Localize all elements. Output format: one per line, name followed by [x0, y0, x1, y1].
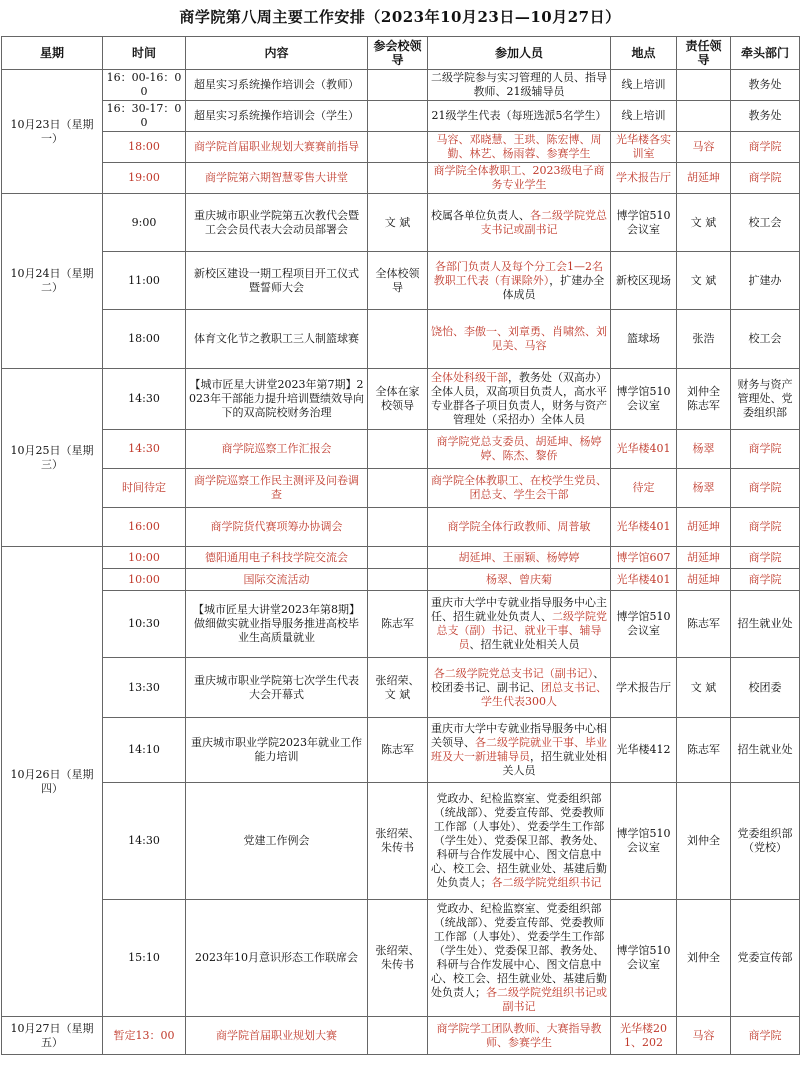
- content-cell: 商学院第六期智慧零售大讲堂: [186, 163, 368, 194]
- content-cell: 重庆城市职业学院第七次学生代表大会开幕式: [186, 658, 368, 718]
- participant-text: 各二级学院党总支书记或副书记: [480, 208, 607, 236]
- department-cell: 校团委: [731, 658, 800, 718]
- time-cell: 16：00-16：00: [103, 70, 186, 101]
- school-leader-cell: [368, 70, 428, 101]
- participant-text: 21级学生代表（每班选派5名学生）: [431, 109, 607, 122]
- school-leader-cell: 全体在家校领导: [368, 369, 428, 430]
- place-cell: 博学馆510会议室: [611, 369, 677, 430]
- day-cell: 10月24日（星期二）: [2, 194, 103, 369]
- school-leader-cell: 张绍荣、文 斌: [368, 658, 428, 718]
- day-cell: 10月25日（星期三）: [2, 369, 103, 547]
- department-cell: 校工会: [731, 310, 800, 369]
- participant-text: 马容、邓晓慧、王珙、陈宏博、周勤、林艺、杨雨蓉、参赛学生: [436, 133, 602, 160]
- place-cell: 学术报告厅: [611, 163, 677, 194]
- school-leader-cell: [368, 163, 428, 194]
- table-row: [2, 783, 800, 900]
- participant-text: 全体处科级干部: [431, 371, 508, 384]
- participant-text: 商学院全体教职工、在校学生党员、团总支、学生会干部: [431, 474, 607, 501]
- content-cell: 商学院首届职业规划大赛赛前指导: [186, 132, 368, 163]
- participant-text: 团总支书记、学生代表300人: [481, 680, 607, 708]
- department-cell: 商学院: [731, 469, 800, 508]
- table-row: [2, 132, 800, 163]
- school-leader-cell: [368, 1017, 428, 1055]
- content-cell: 商学院货代赛项筹办协调会: [186, 508, 368, 547]
- participant-text: 、校团委书记、副书记、: [431, 666, 605, 694]
- content-cell: 【城市匠星大讲堂2023年第7期】2023年干部能力提升培训暨绩效导向下的双高院校财务治理: [186, 369, 368, 430]
- participant-text: 饶怡、李傲一、刘章勇、肖啸然、刘见美、马容: [431, 325, 607, 352]
- participants-cell: [428, 658, 611, 718]
- content-cell: 重庆城市职业学院第五次教代会暨工会会员代表大会动员部署会: [186, 194, 368, 252]
- content-cell: 党建工作例会: [186, 783, 368, 900]
- time-cell: 13:30: [103, 658, 186, 718]
- department-cell: 教务处: [731, 101, 800, 132]
- school-leader-cell: [368, 508, 428, 547]
- participant-text: 党政办、纪检监察室、党委组织部（统战部）、党委宣传部、党委教师工作部（人事处）、党委学生工作部（学生处）、党委保卫部、教务处、科研与合作发展中心、图文信息中心、校工会、招生就业处、基建后勤处负责人；: [431, 902, 607, 999]
- responsible-cell: 马容: [677, 132, 731, 163]
- table-row: [2, 430, 800, 469]
- place-cell: 光华楼412: [611, 718, 677, 783]
- department-cell: 招生就业处: [731, 591, 800, 658]
- schedule-table: [1, 36, 800, 1055]
- page-title: 商学院第八周主要工作安排（2023年10月23日—10月27日）: [179, 8, 621, 26]
- time-cell: 14:30: [103, 369, 186, 430]
- responsible-cell: 文 斌: [677, 658, 731, 718]
- responsible-cell: 胡延坤: [677, 508, 731, 547]
- participant-text: 商学院党总支委员、胡延坤、杨婷婷、陈杰、黎侨: [436, 435, 602, 462]
- place-cell: 光华楼401: [611, 508, 677, 547]
- participants-cell: [428, 591, 611, 658]
- participants-cell: [428, 369, 611, 430]
- school-leader-cell: 陈志军: [368, 591, 428, 658]
- department-cell: 商学院: [731, 1017, 800, 1055]
- participants-cell: [428, 194, 611, 252]
- header-time: 时间: [103, 37, 186, 70]
- place-cell: 博学馆510会议室: [611, 194, 677, 252]
- school-leader-cell: [368, 132, 428, 163]
- day-cell: 10月23日（星期一）: [2, 70, 103, 194]
- responsible-cell: 张浩: [677, 310, 731, 369]
- school-leader-cell: [368, 547, 428, 569]
- table-row: [2, 70, 800, 101]
- participants-cell: [428, 252, 611, 310]
- header-school-leader: 参会校领导: [368, 37, 428, 70]
- time-cell: 暂定13：00: [103, 1017, 186, 1055]
- header-participants: 参加人员: [428, 37, 611, 70]
- header-department: 牵头部门: [731, 37, 800, 70]
- responsible-cell: 杨翠: [677, 430, 731, 469]
- time-cell: 15:10: [103, 900, 186, 1017]
- participant-text: 二级学院参与实习管理的人员、指导教师、21级辅导员: [431, 71, 607, 98]
- time-cell: 10:00: [103, 547, 186, 569]
- table-row: [2, 591, 800, 658]
- participant-text: 各二级学院党组织书记: [491, 876, 602, 889]
- participants-cell: [428, 783, 611, 900]
- table-row: [2, 369, 800, 430]
- place-cell: 博学馆510会议室: [611, 783, 677, 900]
- time-cell: 19:00: [103, 163, 186, 194]
- responsible-cell: 马容: [677, 1017, 731, 1055]
- participants-cell: [428, 1017, 611, 1055]
- place-cell: 篮球场: [611, 310, 677, 369]
- responsible-cell: 杨翠: [677, 469, 731, 508]
- time-cell: 11:00: [103, 252, 186, 310]
- school-leader-cell: [368, 430, 428, 469]
- place-cell: 新校区现场: [611, 252, 677, 310]
- content-cell: 商学院巡察工作汇报会: [186, 430, 368, 469]
- day-cell: 10月27日（星期五）: [2, 1017, 103, 1055]
- responsible-cell: 刘仲全: [677, 900, 731, 1017]
- participant-text: 杨翠、曾庆菊: [486, 572, 552, 586]
- department-cell: 商学院: [731, 508, 800, 547]
- place-cell: 线上培训: [611, 101, 677, 132]
- participants-cell: [428, 132, 611, 163]
- department-cell: 扩建办: [731, 252, 800, 310]
- time-cell: 18:00: [103, 132, 186, 163]
- participant-text: 二级学院党总支（副）书记、就业干事、辅导员: [436, 610, 607, 651]
- content-cell: 2023年10月意识形态工作联席会: [186, 900, 368, 1017]
- content-cell: 【城市匠星大讲堂2023年第8期】做细做实就业指导服务推进高校毕业生高质量就业: [186, 591, 368, 658]
- department-cell: 招生就业处: [731, 718, 800, 783]
- participants-cell: [428, 508, 611, 547]
- participants-cell: [428, 718, 611, 783]
- time-cell: 时间待定: [103, 469, 186, 508]
- table-row: [2, 900, 800, 1017]
- content-cell: 商学院首届职业规划大赛: [186, 1017, 368, 1055]
- department-cell: 商学院: [731, 547, 800, 569]
- time-cell: 14:30: [103, 783, 186, 900]
- responsible-cell: 陈志军: [677, 591, 731, 658]
- table-row: [2, 101, 800, 132]
- responsible-cell: 胡延坤: [677, 163, 731, 194]
- header-day: 星期: [2, 37, 103, 70]
- participants-cell: [428, 310, 611, 369]
- header-content: 内容: [186, 37, 368, 70]
- responsible-cell: 胡延坤: [677, 547, 731, 569]
- participant-text: 重庆市大学中专就业指导服务中心相关领导、: [431, 722, 607, 749]
- responsible-cell: 胡延坤: [677, 569, 731, 591]
- time-cell: 14:10: [103, 718, 186, 783]
- place-cell: 光华楼各实训室: [611, 132, 677, 163]
- table-row: [2, 1017, 800, 1055]
- time-cell: 14:30: [103, 430, 186, 469]
- participant-text: ，扩建办全体成员: [502, 273, 605, 301]
- place-cell: 光华楼401: [611, 430, 677, 469]
- responsible-cell: 陈志军: [677, 718, 731, 783]
- department-cell: 党委组织部（党校）: [731, 783, 800, 900]
- department-cell: 校工会: [731, 194, 800, 252]
- day-cell: 10月26日（星期四）: [2, 547, 103, 1017]
- time-cell: 16：30-17：00: [103, 101, 186, 132]
- table-row: [2, 163, 800, 194]
- participants-cell: [428, 70, 611, 101]
- school-leader-cell: [368, 310, 428, 369]
- school-leader-cell: 张绍荣、朱传书: [368, 783, 428, 900]
- participant-text: 商学院全体行政教师、周普敏: [447, 520, 591, 533]
- place-cell: 博学馆510会议室: [611, 591, 677, 658]
- participants-cell: [428, 569, 611, 591]
- participants-cell: [428, 430, 611, 469]
- department-cell: 教务处: [731, 70, 800, 101]
- content-cell: 德阳通用电子科技学院交流会: [186, 547, 368, 569]
- responsible-cell: 文 斌: [677, 194, 731, 252]
- participants-cell: [428, 547, 611, 569]
- participant-text: ，教务处（双高办）全体人员，双高项目负责人，高水平专业群各子项目负责人，财务与资产管理处（采招办）全体人员: [431, 371, 607, 426]
- table-row: [2, 310, 800, 369]
- content-cell: 超星实习系统操作培训会（教师）: [186, 70, 368, 101]
- place-cell: 学术报告厅: [611, 658, 677, 718]
- participant-text: 各部门负责人及每个分工会1—2名教职工代表（有课除外）: [433, 259, 603, 287]
- participant-text: 重庆市大学中专就业指导服务中心主任、招生就业处负责人、: [431, 596, 607, 623]
- responsible-cell: 刘仲全: [677, 783, 731, 900]
- place-cell: 光华楼201、202: [611, 1017, 677, 1055]
- time-cell: 16:00: [103, 508, 186, 547]
- table-row: [2, 252, 800, 310]
- content-cell: 超星实习系统操作培训会（学生）: [186, 101, 368, 132]
- time-cell: 10:30: [103, 591, 186, 658]
- time-cell: 10:00: [103, 569, 186, 591]
- participants-cell: [428, 163, 611, 194]
- participant-text: 胡延坤、王丽颖、杨婷婷: [458, 550, 580, 564]
- school-leader-cell: [368, 469, 428, 508]
- participant-text: 校属各单位负责人、: [431, 208, 530, 222]
- participant-text: 各二级学院党总支书记（副书记）: [433, 666, 594, 680]
- participants-cell: [428, 101, 611, 132]
- department-cell: 党委宣传部: [731, 900, 800, 1017]
- participant-text: 商学院全体教职工、2023级电子商务专业学生: [433, 164, 605, 191]
- school-leader-cell: 张绍荣、朱传书: [368, 900, 428, 1017]
- school-leader-cell: 陈志军: [368, 718, 428, 783]
- header-row: [2, 37, 800, 70]
- school-leader-cell: [368, 569, 428, 591]
- participant-text: 各二级学院党组织书记或副书记: [486, 986, 607, 1013]
- participants-cell: [428, 469, 611, 508]
- participant-text: 党政办、纪检监察室、党委组织部（统战部）、党委宣传部、党委教师工作部（人事处）、党委学生工作部（学生处）、党委保卫部、教务处、科研与合作发展中心、图文信息中心、校工会、招生就业处、基建后勤处负责人；: [431, 792, 607, 889]
- school-leader-cell: 文 斌: [368, 194, 428, 252]
- table-row: [2, 547, 800, 569]
- participant-text: ，招生就业处相关人员: [502, 750, 607, 777]
- place-cell: 博学馆510会议室: [611, 900, 677, 1017]
- header-responsible: 责任领导: [677, 37, 731, 70]
- content-cell: 新校区建设一期工程项目开工仪式暨誓师大会: [186, 252, 368, 310]
- participant-text: 商学院学工团队教师、大赛指导教师、参赛学生: [436, 1021, 602, 1049]
- department-cell: 财务与资产管理处、党委组织部: [731, 369, 800, 430]
- participants-cell: [428, 900, 611, 1017]
- content-cell: 商学院巡察工作民主测评及问卷调查: [186, 469, 368, 508]
- responsible-cell: [677, 101, 731, 132]
- content-cell: 体育文化节之教职工三人制篮球赛: [186, 310, 368, 369]
- table-row: [2, 658, 800, 718]
- time-cell: 18:00: [103, 310, 186, 369]
- table-row: [2, 469, 800, 508]
- responsible-cell: 刘仲全 陈志军: [677, 369, 731, 430]
- content-cell: 重庆城市职业学院2023年就业工作能力培训: [186, 718, 368, 783]
- place-cell: 博学馆607: [611, 547, 677, 569]
- content-cell: 国际交流活动: [186, 569, 368, 591]
- responsible-cell: 文 斌: [677, 252, 731, 310]
- department-cell: 商学院: [731, 569, 800, 591]
- school-leader-cell: [368, 101, 428, 132]
- responsible-cell: [677, 70, 731, 101]
- school-leader-cell: 全体校领导: [368, 252, 428, 310]
- table-row: [2, 194, 800, 252]
- header-place: 地点: [611, 37, 677, 70]
- table-row: [2, 508, 800, 547]
- table-row: [2, 569, 800, 591]
- department-cell: 商学院: [731, 132, 800, 163]
- table-row: [2, 718, 800, 783]
- participant-text: 、招生就业处相关人员: [469, 638, 580, 651]
- place-cell: 光华楼401: [611, 569, 677, 591]
- department-cell: 商学院: [731, 163, 800, 194]
- department-cell: 商学院: [731, 430, 800, 469]
- time-cell: 9:00: [103, 194, 186, 252]
- place-cell: 线上培训: [611, 70, 677, 101]
- place-cell: 待定: [611, 469, 677, 508]
- participant-text: 各二级学院就业干事、毕业班及大一新进辅导员: [431, 736, 607, 763]
